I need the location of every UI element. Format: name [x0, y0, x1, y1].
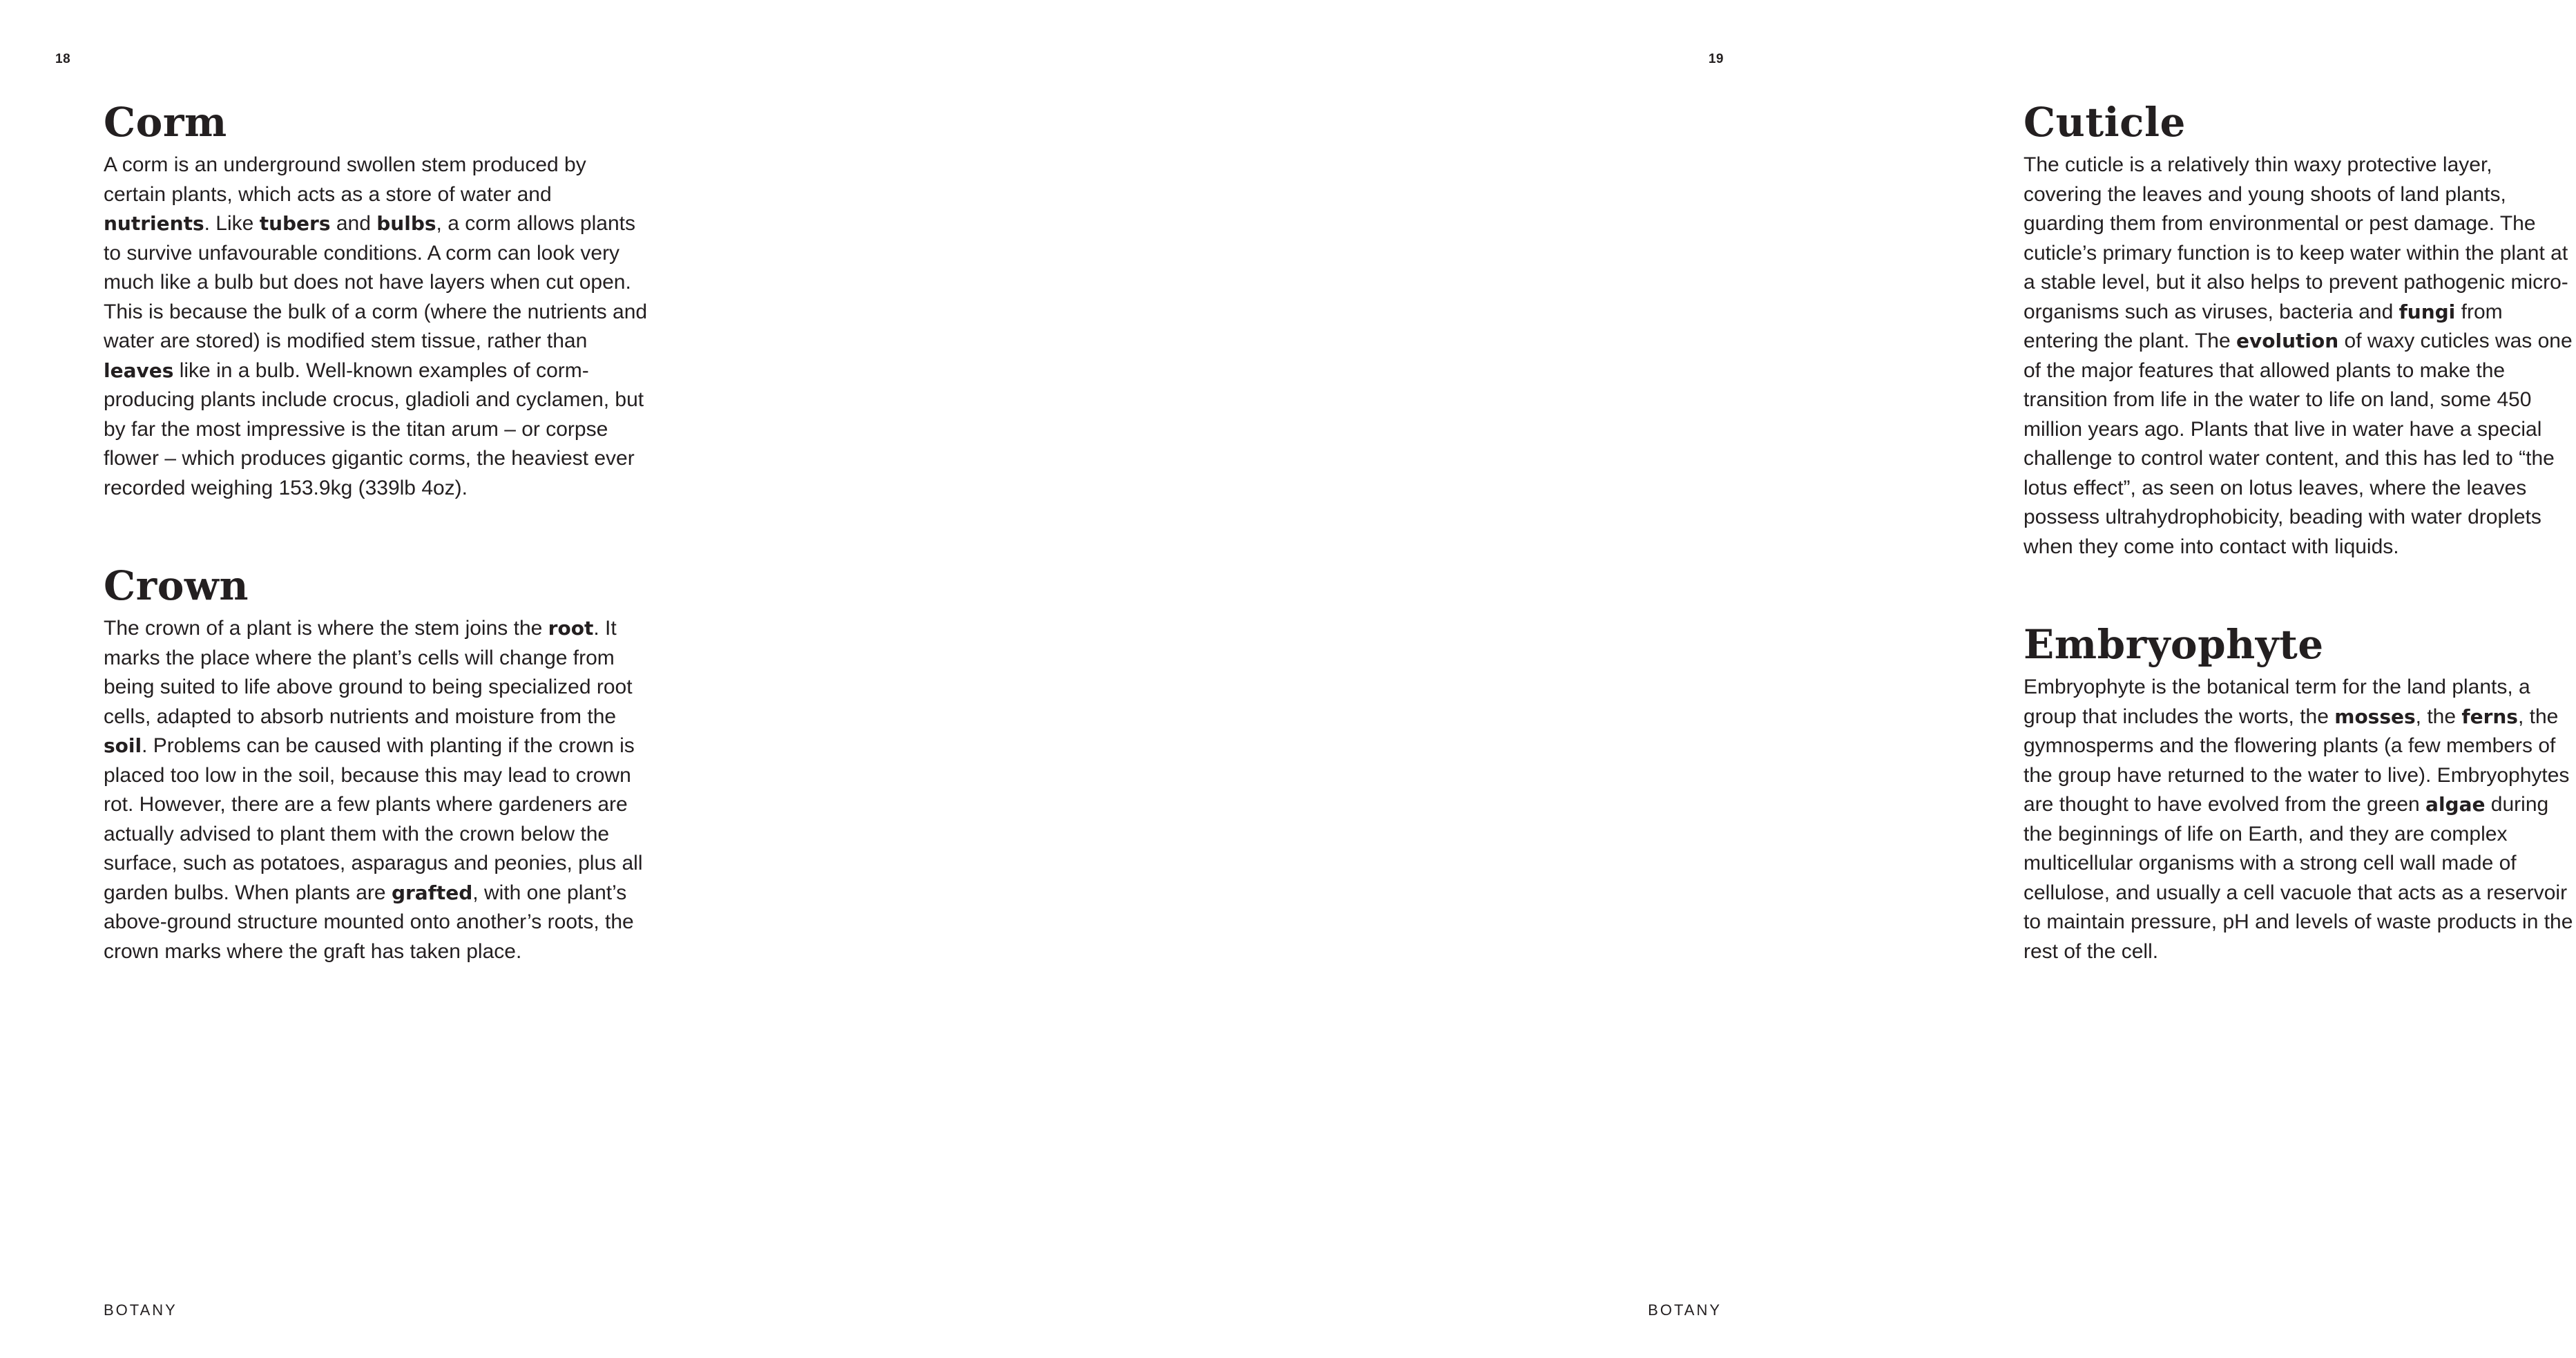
entry-title-corm: Corm [104, 99, 227, 146]
left-page [0, 0, 884, 1358]
glossary-term: tubers [259, 212, 331, 235]
entry-title-cuticle: Cuticle [2024, 99, 2186, 146]
glossary-term: grafted [391, 881, 473, 904]
right-page [884, 0, 2573, 1358]
glossary-term: ferns [2461, 705, 2518, 728]
entry-body-corm: A corm is an underground swollen stem produced by certain plants, which acts as a store of water and nutrients. Like tubers and bulbs, a corm allows plants to survive unfavourable conditions. A corm can look very much like a bulb but does not have layers when cut open. This is because the bulk of a corm (where the nutrients and water are stored) is modified stem tissue, rather than leaves like in a bulb. Well-known examples of corm-producing plants include crocus, gladioli and cyclamen, but by far the most impressive is the titan arum – or corpse flower – which produces gigantic corms, the heaviest ever recorded weighing 153.9kg (339lb 4oz). [104, 153, 648, 499]
entry-title-embryophyte: Embryophyte [2024, 621, 2324, 668]
entry-body-crown: The crown of a plant is where the stem joins the root. It marks the place where the plant’s cells will change from being suited to life above ground to being specialized root cells, adapted to absorb nutrients and moisture from the soil. Problems can be caused with planting if the crown is placed too low in the soil, because this may lead to crown rot. However, there are a few plants where gardeners are actually advised to plant them with the crown below the surface, such as potatoes, asparagus and peonies, plus all garden bulbs. When plants are grafted, with one plant’s above-ground structure mounted onto another’s roots, the crown marks where the graft has taken place. [104, 617, 643, 963]
entry-body-cuticle: The cuticle is a relatively thin waxy protective layer, covering the leaves and young shoots of land plants, guarding them from environmental or pest damage. The cuticle’s primary function is to keep water within the plant at a stable level, but it also helps to prevent pathogenic micro-organisms such as viruses, bacteria and fungi from entering the plant. The evolution of waxy cuticles was one of the major features that allowed plants to make the transition from life in the water to life on land, some 450 million years ago. Plants that live in water have a special challenge to control water content, and this has led to “the lotus effect”, as seen on lotus leaves, where the leaves possess ultrahydrophobicity, beading with water droplets when they come into contact with liquids. [2024, 153, 2573, 558]
entry-embryophyte [2024, 620, 2576, 966]
running-footer-left: BOTANY [104, 1301, 177, 1319]
glossary-term: fungi [2399, 300, 2456, 323]
glossary-term: bulbs [376, 212, 436, 235]
entry-title-crown: Crown [104, 562, 249, 609]
glossary-term: leaves [104, 358, 174, 382]
entry-crown [104, 562, 649, 966]
glossary-term: root [548, 617, 594, 640]
glossary-term: mosses [2334, 705, 2416, 728]
glossary-term: evolution [2236, 329, 2339, 352]
entry-corm [104, 98, 649, 503]
glossary-term: algae [2425, 793, 2486, 816]
glossary-term: soil [104, 734, 142, 757]
entry-body-embryophyte: Embryophyte is the botanical term for the land plants, a group that includes the worts, the mosses, the ferns, the gymnosperms and the flowering plants (a few members of the group have returned to the water to live). Embryophytes are thought to have evolved from the green algae during the beginnings of life on Earth, and they are complex multicellular organisms with a strong cell wall made of cellulose, and usually a cell vacuole that acts as a reservoir to maintain pressure, pH and levels of waste products in the rest of the cell. [2024, 676, 2573, 963]
page-number-right: 19 [1708, 52, 1724, 66]
glossary-term: nutrients [104, 212, 204, 235]
page-number-left: 18 [55, 52, 71, 66]
running-footer-right: BOTANY [1648, 1301, 1722, 1319]
entry-cuticle [2024, 98, 2576, 562]
